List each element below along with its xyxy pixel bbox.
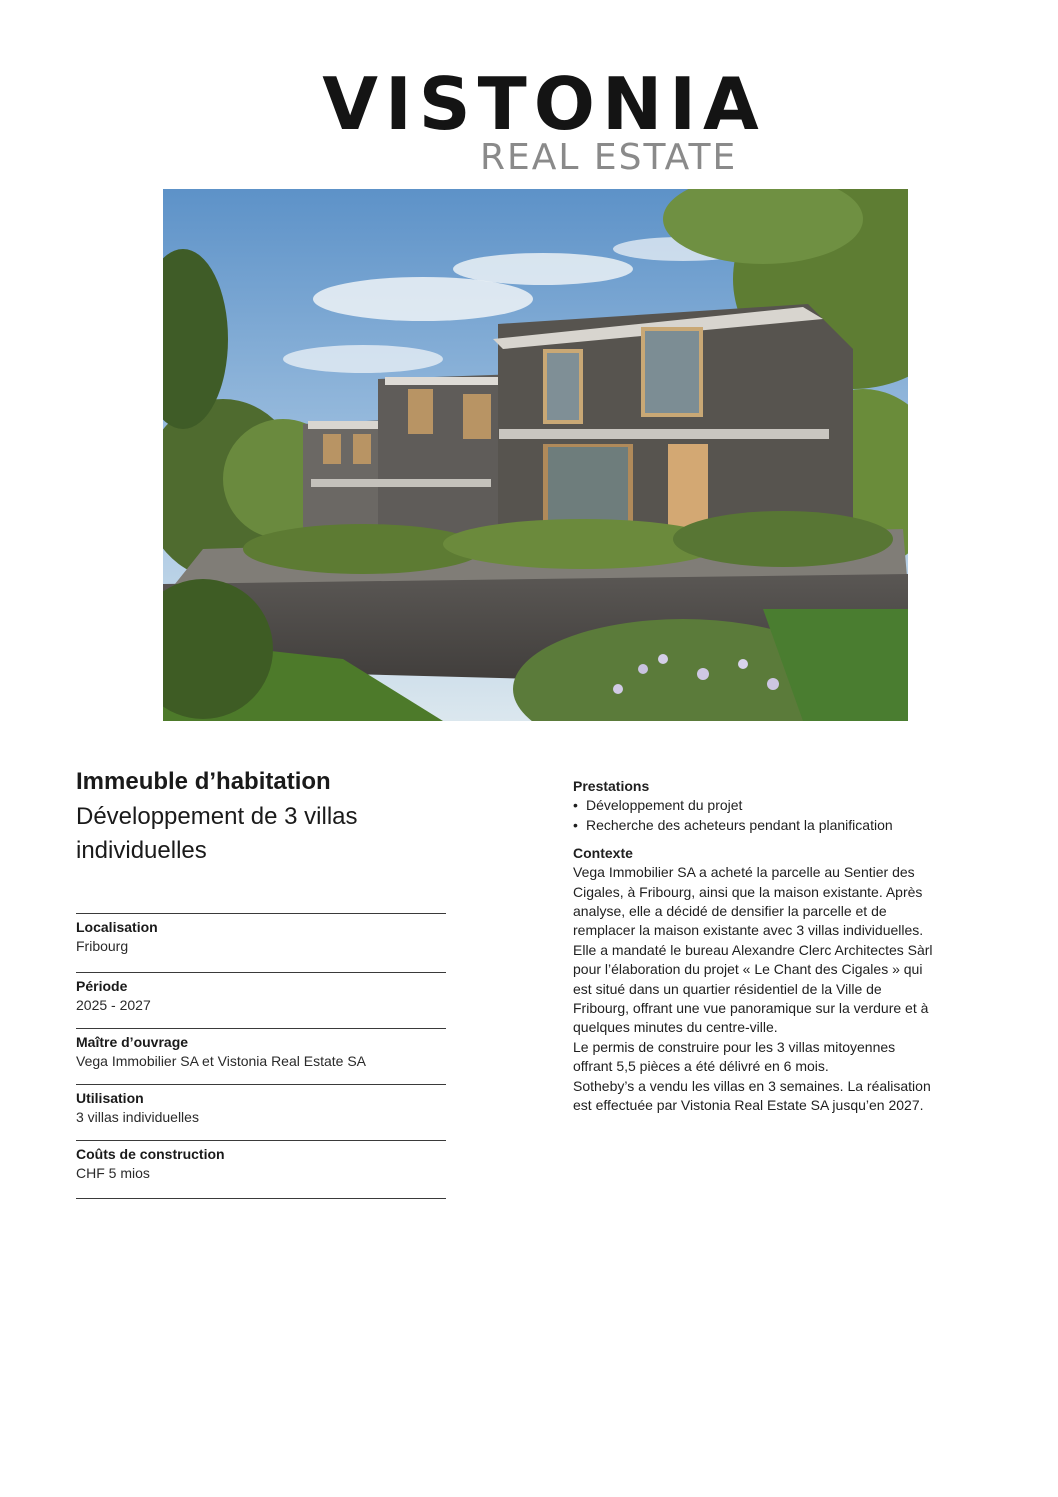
project-facts (76, 913, 446, 1199)
project-title: Immeuble d’habitation (76, 768, 331, 795)
contexte-paragraph: Vega Immobilier SA a acheté la parcelle au Sentier des Cigales, à Fribourg, ainsi que la maison existante. Après analyse, elle a décidé de densifier la parcelle et de remplacer la maison existante avec 3 villas individuelles. (573, 864, 924, 939)
project-details (573, 777, 933, 1115)
logo-tagline: REAL ESTATE (480, 137, 738, 178)
logo-brand: VISTONIA (322, 62, 766, 146)
contexte-text (573, 863, 933, 1115)
facts-divider (76, 1198, 446, 1199)
fact-label: Localisation (76, 919, 158, 935)
fact-maitre-ouvrage (76, 1028, 446, 1084)
fact-localisation (76, 913, 446, 972)
prestations-label: Prestations (573, 778, 650, 794)
fact-value: Fribourg (76, 938, 129, 954)
contexte-paragraph: Sotheby’s a vendu les villas en 3 semaines. La réalisation est effectuée par Vistonia Real Estate SA jusqu’en 2027. (573, 1077, 931, 1114)
company-logo (0, 62, 1058, 178)
list-item: • Développement du projet (573, 796, 933, 816)
contexte-label: Contexte (573, 845, 633, 862)
contexte-paragraph: Le permis de construire pour les 3 villas mitoyennes offrant 5,5 pièces a été délivré en 6 mois. (573, 1038, 896, 1075)
fact-periode (76, 972, 446, 1028)
building-rendering-image (163, 189, 908, 721)
fact-value: 3 villas individuelles (76, 1109, 199, 1125)
fact-value: 2025 - 2027 (76, 997, 151, 1013)
fact-value: Vega Immobilier SA et Vistonia Real Estate SA (76, 1053, 367, 1069)
fact-label: Coûts de construction (76, 1146, 225, 1162)
prestations-list (573, 796, 933, 835)
fact-label: Utilisation (76, 1090, 144, 1106)
fact-label: Période (76, 978, 128, 994)
project-subtitle: Développement de 3 villas individuelles (76, 803, 358, 864)
project-heading (76, 765, 446, 868)
fact-couts (76, 1140, 446, 1198)
fact-utilisation (76, 1084, 446, 1140)
contexte-paragraph: Elle a mandaté le bureau Alexandre Clerc Architectes Sàrl pour l’élaboration du projet « Le Chant des Cigales » qui est situé dans un quartier résidentiel de la Ville de Fribourg, offrant une vue panoramique sur la verdure et à quelques minutes du centre-ville. (573, 941, 933, 1036)
fact-label: Maître d’ouvrage (76, 1034, 189, 1050)
fact-value: CHF 5 mios (76, 1165, 150, 1181)
list-item: • Recherche des acheteurs pendant la planification (573, 816, 933, 836)
